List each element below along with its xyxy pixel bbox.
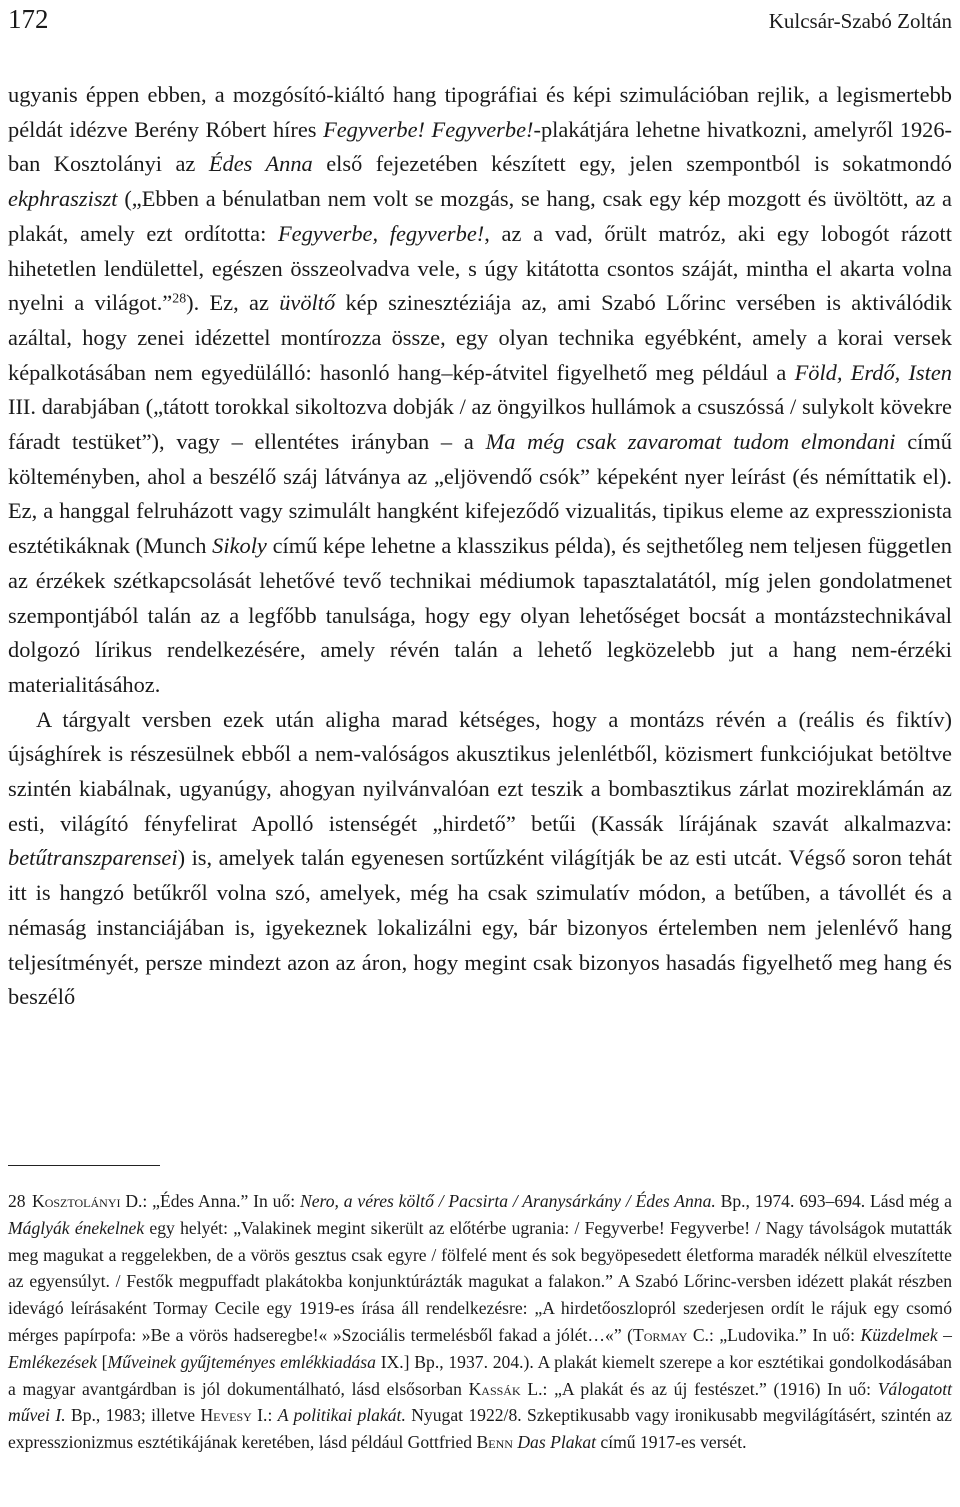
italic-run: Máglyák énekelnek (8, 1217, 145, 1238)
text-run: -plakátjára lehetne hivatkozni, amelyről 1926-ban Kosztolányi az (8, 116, 953, 177)
page-number: 172 (8, 4, 49, 34)
running-head (8, 4, 952, 40)
text-run: [ (96, 1351, 108, 1372)
body-text (8, 78, 952, 1015)
text-run: Nyugat 1922/8. Szkeptikusabb vagy ironikusabb megvilágításért, szintén az expresszionizmus esztétikájának keretében, lásd például Gottfried (8, 1405, 952, 1453)
author-name: Benn (476, 1432, 513, 1453)
italic-run: Küzdelmek – Emlékezések (8, 1324, 952, 1372)
paragraph-2 (8, 703, 952, 1015)
author-name: Kosztolányi D. (32, 1191, 143, 1211)
italic-run: betűtranszparensei (8, 845, 178, 871)
text-run: című képe lehetne a klasszikus példa), és sejthetőleg nem teljesen független az érzékek szétkapcsolását lehetővé tevő technikai médiumok tapasztalatától, míg jelen gondolatmenet szempontjából talán az a legfőbb tanulsága, hogy egy olyan lehetőséget bocsát a montázstechnikával dolgozó lírikus rendelkezésére, amely révén talán a lehető legközelebb jut a hang nem-érzéki materialitásához. (8, 533, 952, 697)
italic-run: Ma még csak zavaromat tudom elmondani (485, 429, 896, 455)
paragraph-1 (8, 78, 952, 703)
italic-run: Föld, Erdő, Isten (794, 359, 952, 385)
author-name: Kassák L. (468, 1378, 543, 1399)
italic-run: ekphrasziszt (8, 186, 118, 212)
italic-run: Műveinek gyűjteményes emlékkiadása (107, 1351, 376, 1372)
text-run: : „A plakát és az új festészet.” (1916) In uő: (542, 1378, 878, 1399)
text-run: első fejezetében készített egy, jelen szempontból is sokatmondó (312, 151, 952, 177)
italic-run: Édes Anna (208, 151, 313, 177)
text-run: című 1917-es versét. (596, 1432, 747, 1453)
text-run: , az a vad, őrült matróz, aki egy lobogót rázott hihetetlen lendülettel, egészen összeolvadva vele, s úgy kitátotta csontos száját, mintha el akarta volna nyelni a világot.” (8, 220, 953, 316)
text-run: : „Édes Anna.” In uő: (142, 1191, 300, 1211)
text-run: : „Ludovika.” In uő: (708, 1324, 861, 1345)
text-run: Bp., 1983; illetve (65, 1405, 201, 1426)
author-name: Tormay C. (633, 1324, 709, 1345)
text-run: ugyanis éppen ebben, a mozgósító-kiáltó hang tipográfiai és képi szimulációban rejlik, a legismertebb példát idézve Berény Róbert híres (8, 82, 952, 142)
italic-run: Nero, a véres költő / Pacsirta / Aranysárkány / Édes Anna. (299, 1191, 716, 1211)
running-head-author: Kulcsár-Szabó Zoltán (768, 9, 952, 33)
text-run: című költeményben, ahol a beszélő száj látványa az „eljövendő csók” képeként nyer leírást (és némíttatik el). Ez, a hanggal felruházott vagy szimulált hangként kifejeződő vizualitás, tipikus eleme az expresszionista esztétikáknak (Munch (8, 429, 952, 559)
footnote-number: 28 (8, 1191, 26, 1211)
italic-run: Das Plakat (517, 1432, 597, 1453)
text-run: A tárgyalt versben ezek után aligha marad kétséges, hogy a montázs révén a (reális és fiktív) újsághírek is részesülnek ebből a nem-valóságos akusztikus jelenlétből, közismert funkciójukat betöltve szintén kiabálnak, ugyanúgy, ahogyan nyilvánvalóan ezt teszik a bombasztikus zárlat mozireklámán az esti, világító fényfelirat Apolló istenségét „hirdető” betűi (Kassák lírájának szavát alkalmazva: (8, 706, 952, 836)
text-run: ). Ez, az (186, 290, 280, 316)
footnote-reference[interactable]: 28 (172, 291, 187, 307)
italic-run: A politikai plakát. (277, 1405, 406, 1426)
text-run: IX.] Bp., 1937. 204.). A plakát kiemelt szerepe a kor esztétikai gondolkodásában a magyar avantgárdban is jól dokumentálható, lásd elsősorban (8, 1351, 952, 1399)
italic-run: Fegyverbe, fegyverbe! (278, 220, 485, 246)
text-run: egy helyét: „Valakinek megint sikerült az előtérbe ugrania: / Fegyverbe! Fegyverbe! / Nagy távolságok mutatták meg magukat a reggelekben, de a vörös gesztus csak egyre / fölfelé ment és sok begyöpesedett életforma maradék nélkül elveszítette az egyensúlyt. / Festők megpuffadt plakátokba konjunktúrázták magukat a falakon.” A Szabó Lőrinc-versben idézett plakát részben idevágó leírásaként Tormay Cecile egy 1919-es írása áll rendelkezésre: „A hirdetőoszlopról szederjesen ordít le rájuk egy csomó mérges papírpofa: »Be a vörös hadseregbe!« »Szociális termelésből fakad a jólét…«” ( (8, 1217, 952, 1345)
italic-run: Fegyverbe! Fegyverbe! (323, 116, 534, 142)
footnote-text (8, 1188, 952, 1456)
footnote-28 (8, 1188, 952, 1456)
italic-run: üvöltő (279, 290, 336, 316)
text-run: („Ebben a bénulatban nem volt se mozgás, se hang, csak egy kép mozgott és üvöltött, az a plakát, amely ezt ordította: (8, 186, 952, 246)
text-run: kép szinesztéziája az, ami Szabó Lőrinc versében is aktiválódik azáltal, hogy zenei idézettel montírozza össze, egy olyan technika egyébként, amely a korai versek képalkotásában nem egyedülálló: hasonló hang–kép-átvitel figyelhető meg például a (8, 290, 952, 385)
text-run: Bp., 1974. 693–694. Lásd még a (715, 1191, 952, 1211)
footnote-divider (8, 1165, 160, 1166)
italic-run: Sikoly (212, 533, 267, 559)
author-name: Hevesy I. (200, 1405, 268, 1426)
text-run: III. darabjában („tátott torokkal sikoltozva dobják / az öngyilkos hullámok a csuszóssá / sulykolt kövekre fáradt testüket”), vagy – ellentétes irányban – a (8, 394, 952, 455)
text-run: : (267, 1405, 278, 1426)
italic-run: Válogatott művei I. (8, 1378, 952, 1426)
text-run: ) is, amelyek talán egyenesen sortűzként világítják be az esti utcát. Végső soron tehát itt is hangzó betűkről volna szó, amelyek, még ha csak szimulatív módon, a betűben, a távollét és a némaság instanciájában is, igyekeznek lokalizálni egy, bár bizonyos értelemben nem jelenlévő hang teljesítményét, persze mindezt azon az áron, hogy megint csak bizonyos hasadás figyelhető meg hang és beszélő (8, 845, 952, 1010)
